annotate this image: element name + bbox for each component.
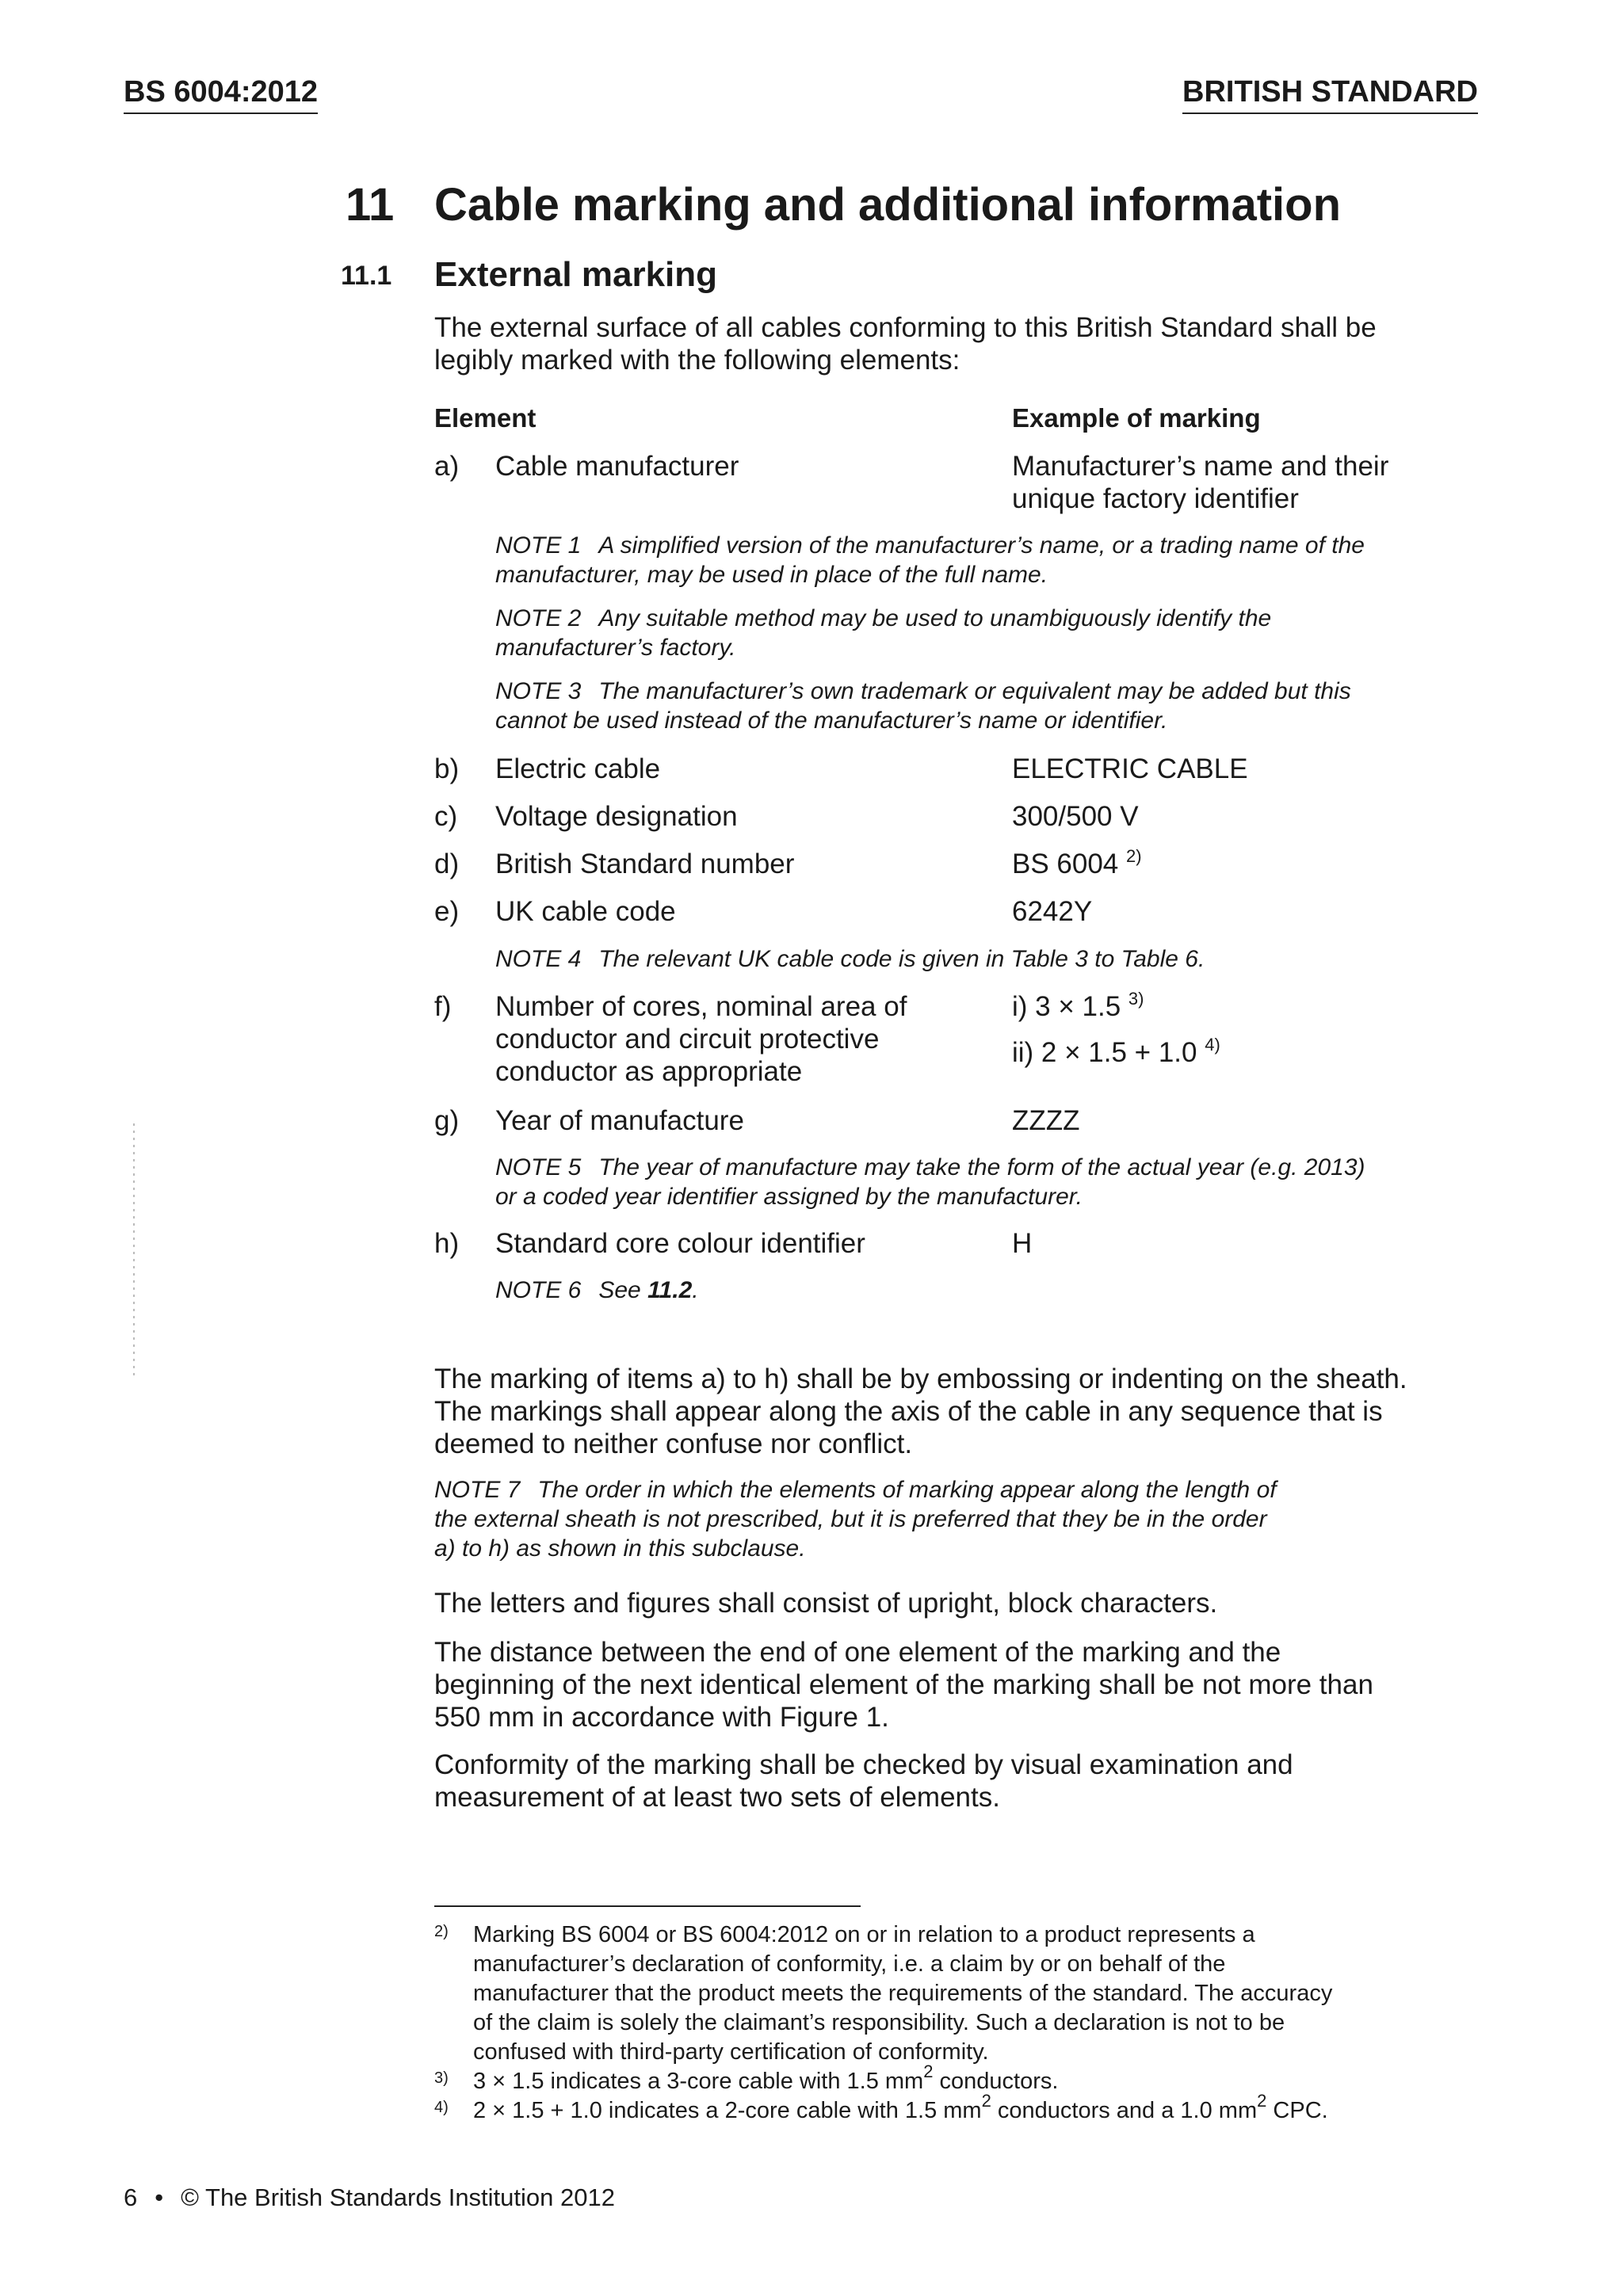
example-line: unique factory identifier [1012,483,1299,514]
row-element: Voltage designation [495,801,738,832]
footnote-line: manufacturer that the product meets the requirements of the standard. The accuracy [473,1981,1333,2006]
note-4 [495,944,1490,974]
note-label: NOTE 3 [495,678,582,704]
row-example: H [1012,1228,1033,1259]
footnote-text: conductors. [933,2069,1059,2094]
paragraph-line: deemed to neither confuse nor conflict. [434,1428,913,1459]
clause-reference: 11.2 [647,1277,693,1303]
footnote-text: CPC. [1266,2098,1328,2123]
row-element [495,990,987,1088]
note-5 [495,1153,1490,1211]
row-example: ELECTRIC CABLE [1012,753,1248,784]
example-text: BS 6004 [1012,849,1119,879]
paragraph-line: The distance between the end of one element of the marking and the [434,1637,1281,1668]
superscript: 2 [981,2091,991,2111]
subsection-title: External marking [434,255,718,294]
note-text: or a coded year identifier assigned by the manufacturer. [495,1184,1083,1210]
margin-mark [133,1123,135,1377]
note-label: NOTE 7 [434,1477,521,1503]
row-label: a) [434,451,460,482]
paragraph-line: 550 mm in accordance with Figure 1. [434,1702,889,1733]
element-line: Number of cores, nominal area of [495,991,907,1022]
paragraph-line: The marking of items a) to h) shall be by embossing or indenting on the sheath. [434,1363,1407,1394]
row-label: b) [434,753,460,784]
row-example [1012,990,1503,1023]
copyright-notice: © The British Standards Institution 2012 [181,2183,615,2211]
note-6 [495,1276,1490,1305]
superscript: 2 [1257,2091,1267,2111]
row-example [1012,450,1503,515]
footnote-line: manufacturer’s declaration of conformity, i.e. a claim by or on behalf of the [473,1951,1226,1977]
footnote-separator [434,1905,861,1907]
footnote-marker: 3) [434,2069,449,2087]
footnote-text: 3 × 1.5 indicates a 3-core cable with 1.5 mm [473,2069,924,2094]
section-number: 11 [346,179,395,231]
footnote-text: 2 × 1.5 + 1.0 indicates a 2-core cable with 1.5 mm [473,2098,982,2123]
note-label: NOTE 2 [495,605,582,631]
row-element: Electric cable [495,753,661,784]
paragraph-line: measurement of at least two sets of elements. [434,1782,1000,1813]
row-label: f) [434,991,452,1022]
footnote-2 [473,1920,1491,2067]
paragraph-line: Conformity of the marking shall be checked by visual examination and [434,1749,1293,1780]
footnote-ref: 2) [1126,846,1142,866]
row-example: ZZZZ [1012,1105,1080,1136]
example-text: i) 3 × 1.5 [1012,991,1121,1022]
intro-line: The external surface of all cables conforming to this British Standard shall be [434,312,1377,343]
note-2 [495,604,1490,662]
paragraph-characters: The letters and figures shall consist of upright, block characters. [434,1588,1218,1619]
standard-banner: BRITISH STANDARD [1182,74,1478,114]
row-label: e) [434,896,460,927]
note-label: NOTE 6 [495,1277,582,1303]
footnote-ref: 4) [1205,1035,1220,1055]
note-text: See [598,1277,641,1303]
note-label: NOTE 1 [495,532,582,559]
column-header-element: Element [434,403,537,433]
element-line: conductor as appropriate [495,1056,803,1087]
footnote-marker: 4) [434,2099,449,2116]
row-element: UK cable code [495,896,676,927]
example-text: ii) 2 × 1.5 + 1.0 [1012,1037,1197,1068]
row-element: Cable manufacturer [495,451,739,482]
row-label: d) [434,849,460,879]
row-label: h) [434,1228,460,1259]
note-text: . [692,1277,699,1303]
row-element: British Standard number [495,849,795,879]
example-line: Manufacturer’s name and their [1012,451,1389,482]
paragraph-distance [434,1636,1496,1733]
note-text: the external sheath is not prescribed, but it is preferred that they be in the order [434,1506,1267,1532]
paragraph-conformity [434,1749,1496,1814]
footnote-line: Marking BS 6004 or BS 6004:2012 on or in relation to a product represents a [473,1922,1255,1947]
intro-paragraph [434,311,1488,376]
footnote-marker: 2) [434,1923,449,1940]
note-text: manufacturer’s factory. [495,635,736,661]
column-header-example: Example of marking [1012,403,1261,433]
document-code: BS 6004:2012 [124,74,318,114]
note-text: The year of manufacture may take the form of the actual year (e.g. 2013) [598,1154,1365,1180]
page-footer [124,2183,615,2213]
row-example [1012,848,1503,880]
section-title: Cable marking and additional information [434,179,1341,231]
footnote-line: confused with third-party certification of conformity. [473,2039,989,2065]
paragraph-marking-method [434,1363,1496,1460]
note-text: cannot be used instead of the manufacturer’s name or identifier. [495,707,1168,734]
row-element: Year of manufacture [495,1105,744,1136]
row-label: c) [434,801,458,832]
bullet-separator: • [155,2183,164,2211]
footnote-4 [473,2091,1491,2126]
paragraph-line: The markings shall appear along the axis of the cable in any sequence that is [434,1396,1383,1427]
row-example: 300/500 V [1012,801,1139,832]
note-7 [434,1475,1496,1563]
page-number: 6 [124,2183,138,2211]
note-label: NOTE 4 [495,946,582,972]
note-1 [495,531,1490,589]
element-line: conductor and circuit protective [495,1024,880,1055]
note-3 [495,677,1490,735]
note-text: A simplified version of the manufacturer’s name, or a trading name of the [598,532,1365,559]
subsection-number: 11.1 [341,261,392,291]
footnote-line: of the claim is solely the claimant’s responsibility. Such a declaration is not to be [473,2010,1285,2035]
note-text: manufacturer, may be used in place of the full name. [495,562,1048,588]
note-text: The manufacturer’s own trademark or equivalent may be added but this [598,678,1351,704]
footnote-text: conductors and a 1.0 mm [991,2098,1258,2123]
row-example [1012,1036,1503,1069]
row-example: 6242Y [1012,896,1093,927]
note-label: NOTE 5 [495,1154,582,1180]
superscript: 2 [923,2061,934,2081]
paragraph-line: beginning of the next identical element of the marking shall be not more than [434,1669,1373,1700]
intro-line: legibly marked with the following elements: [434,345,960,376]
row-element: Standard core colour identifier [495,1228,865,1259]
note-text: Any suitable method may be used to unambiguously identify the [598,605,1272,631]
row-label: g) [434,1105,460,1136]
note-text: The relevant UK cable code is given in Table 3 to Table 6. [598,946,1205,972]
note-text: The order in which the elements of marking appear along the length of [537,1477,1277,1503]
note-text: a) to h) as shown in this subclause. [434,1535,806,1562]
footnote-ref: 3) [1128,989,1144,1009]
